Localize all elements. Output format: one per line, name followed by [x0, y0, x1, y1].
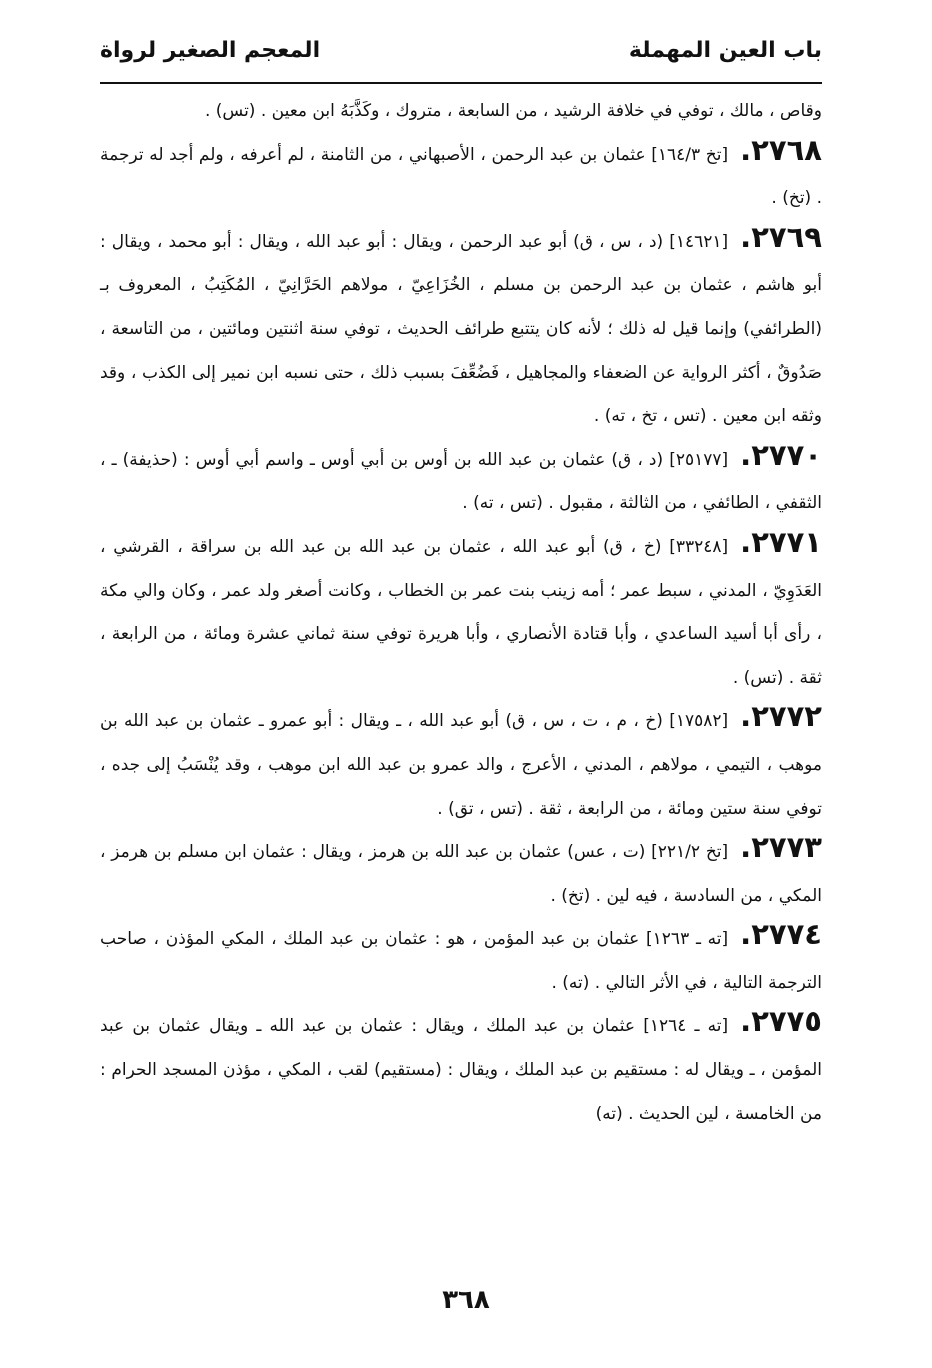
page-number: ٣٦٨ — [442, 1285, 490, 1315]
entry-number: ٢٧٦٩. — [740, 219, 822, 254]
entry-text: [تخ ١٦٤/٣] عثمان بن عبد الرحمن ، الأصبهاني ، من الثامنة ، لم أعرفه ، ولم أجد له ترجمة . (تخ) . — [100, 144, 822, 209]
entry-2771 — [100, 526, 822, 700]
entry-2774 — [100, 918, 822, 1005]
entry-2768 — [100, 134, 822, 221]
entry-2772 — [100, 700, 822, 831]
entry-text: [تخ ٢٢١/٢] (ت ، عس) عثمان بن عبد الله بن هرمز ، ويقال : عثمان ابن مسلم بن هرمز ، المكي ، من السادسة ، فيه لين . (تخ) . — [100, 842, 822, 906]
entry-number: ٢٧٧٣. — [740, 830, 822, 865]
entry-number: ٢٧٧١. — [740, 524, 822, 559]
entry-text: [ته ـ ١٢٦٣] عثمان بن عبد المؤمن ، هو : عثمان بن عبد الملك ، المكي المؤذن ، صاحب الترجمة التالية ، في الأثر التالي . (ته) . — [100, 929, 822, 993]
entry-text: [٣٣٢٤٨] (خ ، ق) أبو عبد الله ، عثمان بن عبد الله بن عبد الله بن سراقة ، القرشي ، العَدَوِيّ ، المدني ، سبط عمر ؛ أمه زينب بنت عمر بن الخطاب ، وكانت أصغر ولد عمر ، وكان والي مكة ، رأى أبا أسيد الساعدي ، وأبا قتادة الأنصاري ، وأبا هريرة توفي سنة ثماني عشرة ومائة ، من الرابعة ، ثقة . (تس) . — [100, 536, 822, 688]
entry-text: [١٧٥٨٢] (خ ، م ، ت ، س ، ق) أبو عبد الله ، ـ ويقال : أبو عمرو ـ عثمان بن عبد الله بن موهب ، التيمي ، مولاهم ، المدني ، الأعرج ، والد عمرو بن عبد الله ابن موهب ، وقد يُنْسَبُ إلى جده ، توفي سنة ستين ومائة ، من الرابعة ، ثقة . (تس ، تق) . — [100, 711, 822, 819]
entries-body — [100, 90, 822, 1136]
entry-text: [١٤٦٢١] (د ، س ، ق) أبو عبد الرحمن ، ويقال : أبو عبد الله ، ويقال : أبو محمد ، ويقال : أبو هاشم ، عثمان بن عبد الرحمن بن مسلم ، الخُزَاعِيّ ، مولاهم الحَرَّانِيّ ، المُكَتِبُ ، المعروف بـ (الطرائفي) وإنما قيل له ذلك ؛ لأنه كان يتتبع طرائف الحديث ، توفي سنة اثنتين ومائتين ، من التاسعة ، صَدُوقٌ ، أكثر الرواية عن الضعفاء والمجاهيل ، فَضُعِّفَ بسبب ذلك ، حتى نسبه ابن نمير إلى الكذب ، وقد وثقه ابن معين . (تس ، تخ ، ته) . — [100, 231, 822, 427]
continuation-paragraph: وقاص ، مالك ، توفي في خلافة الرشيد ، من السابعة ، متروك ، وكَذَّبَهُ ابن معين . (تس) . — [204, 101, 822, 121]
entry-2770 — [100, 439, 822, 526]
book-title: المعجم الصغير لرواة — [100, 38, 321, 63]
header-rule — [100, 82, 822, 84]
entry-number: ٢٧٧٥. — [740, 1004, 822, 1039]
entry-text: [ته ـ ١٢٦٤] عثمان بن عبد الملك ، ويقال : عثمان بن عبد الله ـ ويقال عثمان بن عبد المؤمن ، ـ ويقال له : مستقيم بن عبد الملك ، ويقال : (مستقيم) لقب ، المكي ، مؤذن المسجد الحرام : من الخامسة ، لين الحديث . (ته) — [100, 1016, 822, 1124]
entry-number: ٢٧٧٠. — [740, 437, 822, 472]
entry-2773 — [100, 831, 822, 918]
entry-2769 — [100, 221, 822, 439]
chapter-title: باب العين المهملة — [628, 38, 822, 63]
entry-text: [٢٥١٧٧] (د ، ق) عثمان بن عبد الله بن أوس بن أبي أوس ـ واسم أبي أوس : (حذيفة) ـ ، الثقفي ، الطائفي ، من الثالثة ، مقبول . (تس ، ته) . — [100, 449, 822, 514]
running-header — [100, 34, 822, 78]
entry-2775 — [100, 1005, 822, 1136]
entry-number: ٢٧٦٨. — [740, 132, 822, 167]
entry-number: ٢٧٧٤. — [740, 917, 822, 952]
entry-number: ٢٧٧٢. — [740, 699, 822, 734]
